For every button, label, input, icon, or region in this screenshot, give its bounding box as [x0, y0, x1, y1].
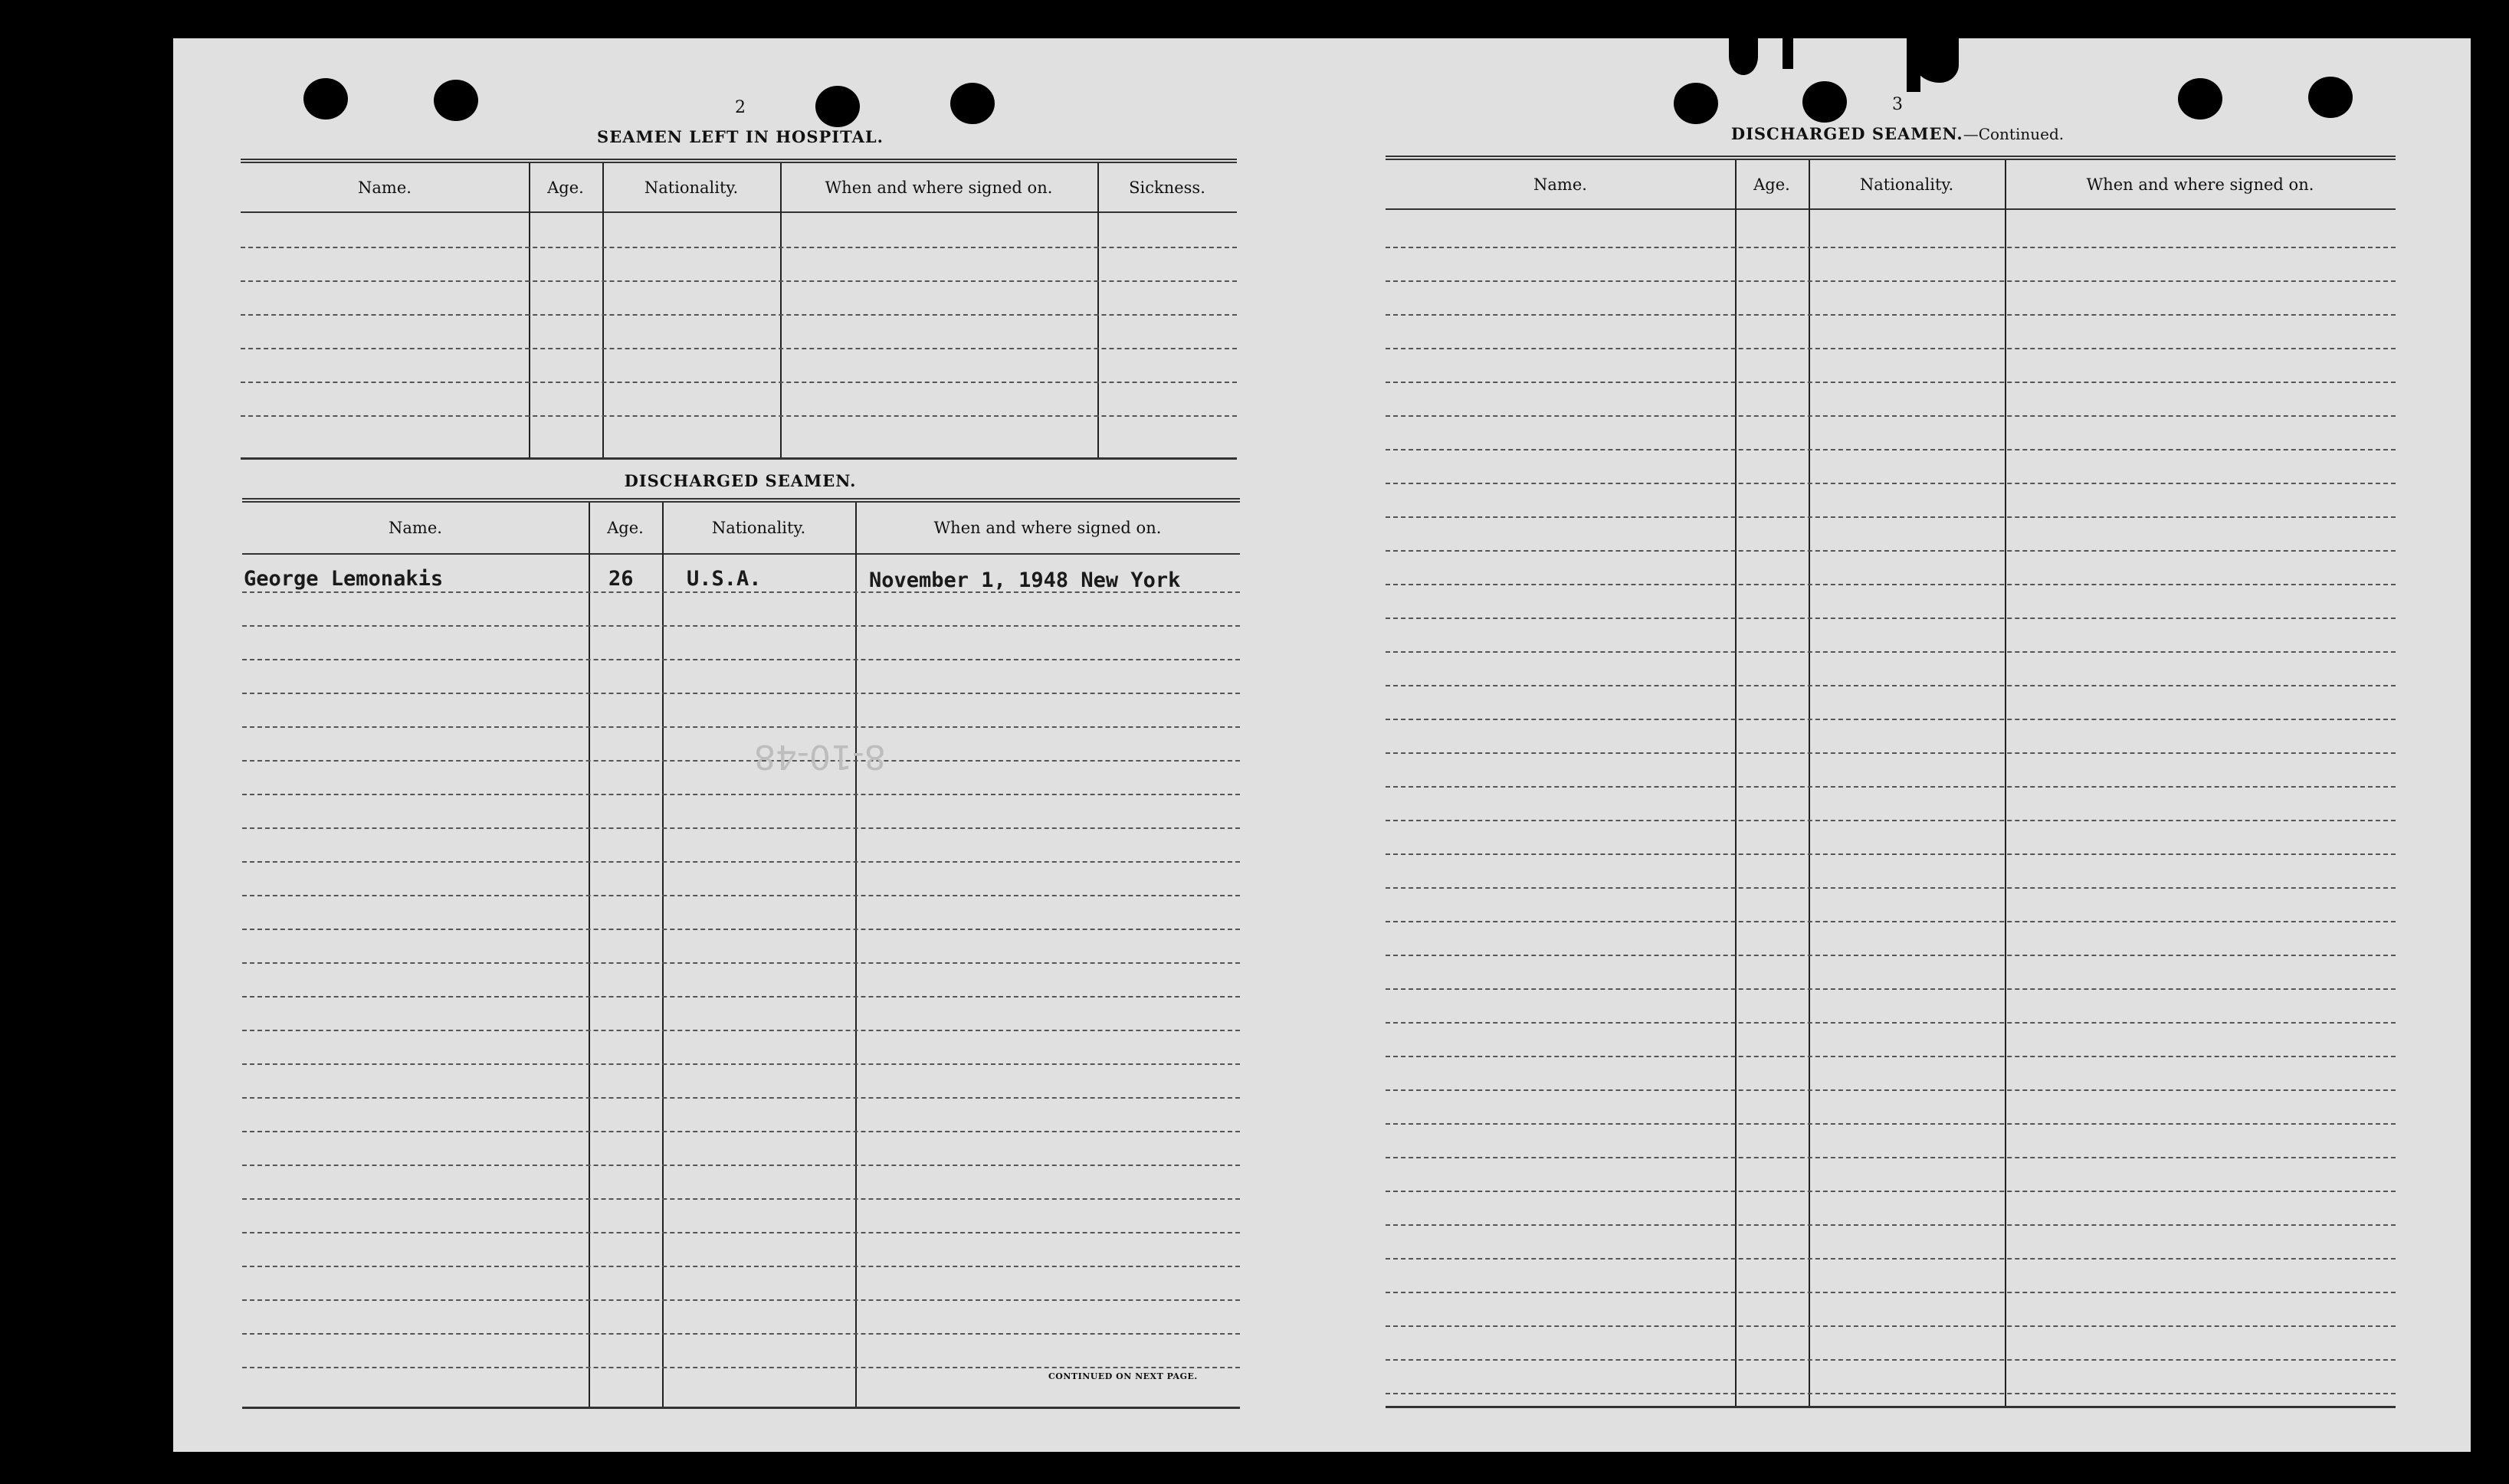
col-header-age: Age.: [1753, 175, 1790, 194]
col-header-sickness: Sickness.: [1129, 178, 1205, 197]
discharged-continued-table: [1386, 156, 2396, 1409]
hospital-section-title: SEAMEN LEFT IN HOSPITAL.: [597, 127, 884, 146]
discharged-table: [242, 498, 1240, 1410]
section-title-text: DISCHARGED SEAMEN.: [1730, 124, 1963, 143]
right-page: [1323, 38, 2471, 1452]
seaman-name: George Lemonakis: [244, 567, 444, 591]
page-number: 2: [735, 98, 746, 117]
hospital-table: [241, 159, 1237, 460]
left-page: [173, 38, 1246, 1452]
document-paper: [173, 38, 2471, 1452]
seaman-nationality: U.S.A.: [687, 567, 762, 591]
col-header-name: Name.: [358, 178, 412, 197]
col-header-signed-on: When and where signed on.: [2086, 175, 2314, 194]
section-title-suffix: —Continued.: [1963, 125, 2065, 143]
col-header-age: Age.: [547, 178, 584, 197]
seaman-age: 26: [608, 567, 634, 591]
col-header-nationality: Nationality.: [711, 519, 806, 537]
col-header-signed-on: When and where signed on.: [933, 519, 1162, 537]
col-header-nationality: Nationality.: [644, 178, 739, 197]
discharged-section-title: DISCHARGED SEAMEN.: [624, 471, 857, 490]
discharged-continued-title: [1691, 124, 2104, 143]
page-number: 3: [1892, 95, 1903, 114]
col-header-name: Name.: [1533, 175, 1587, 194]
seaman-signed-on: November 1, 1948 New York: [869, 568, 1181, 592]
continued-note: CONTINUED ON NEXT PAGE.: [1048, 1371, 1198, 1381]
col-header-name: Name.: [389, 519, 442, 537]
pencil-annotation: 8-10-48: [754, 737, 886, 776]
col-header-signed-on: When and where signed on.: [825, 178, 1053, 197]
col-header-nationality: Nationality.: [1859, 175, 1954, 194]
col-header-age: Age.: [607, 519, 644, 537]
